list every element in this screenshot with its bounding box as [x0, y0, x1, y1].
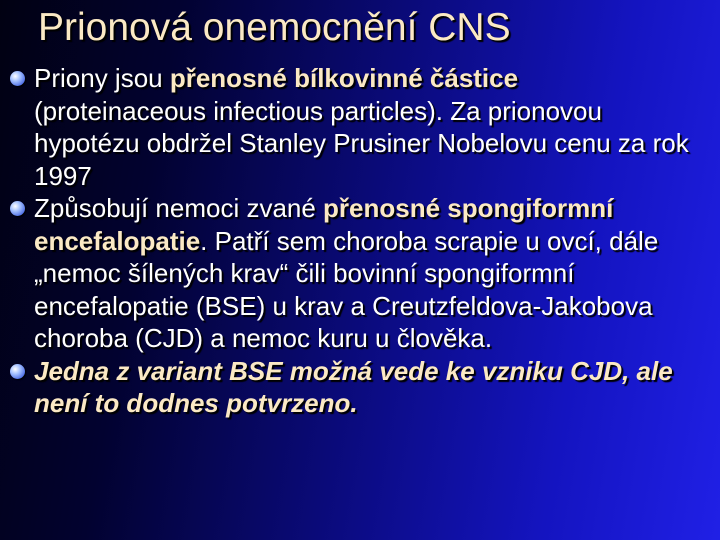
bullet-text: .: [350, 388, 358, 418]
bullet-icon: [10, 364, 25, 379]
bullet-highlight: Jedna z variant BSE možná vede ke vzniku CJD, ale není to dodnes potvrzeno: [34, 355, 673, 418]
bullet-text: . Patří sem choroba scrapie u ovcí, dále „nemoc šílených krav“ čili bovinní spongiformní encefalopatie (BSE) u krav a Creutzfeldova-Jakobova choroba (CJD) a nemoc kuru u člověka.: [34, 225, 659, 353]
bullet-text: Způsobují nemoci zvané: [34, 193, 324, 223]
bullet-text: Priony jsou: [34, 63, 170, 93]
bullet-icon: [10, 201, 25, 216]
bullet-icon: [10, 71, 25, 86]
slide-title: Prionová onemocnění CNS: [38, 6, 511, 49]
bullet-item-prions: [0, 62, 694, 192]
bullet-item-bse-cjd: [0, 355, 694, 420]
bullet-highlight: přenosné spongiformní encefalopatie: [34, 193, 614, 256]
bullet-list: [0, 62, 720, 420]
bullet-highlight: přenosné bílkovinné částice: [169, 63, 519, 93]
bullet-text: (proteinaceous infectious particles). Za prionovou hypotézu obdržel Stanley Prusiner Nobelovu cenu za rok 1997: [34, 95, 689, 191]
bullet-item-diseases: [0, 192, 694, 355]
